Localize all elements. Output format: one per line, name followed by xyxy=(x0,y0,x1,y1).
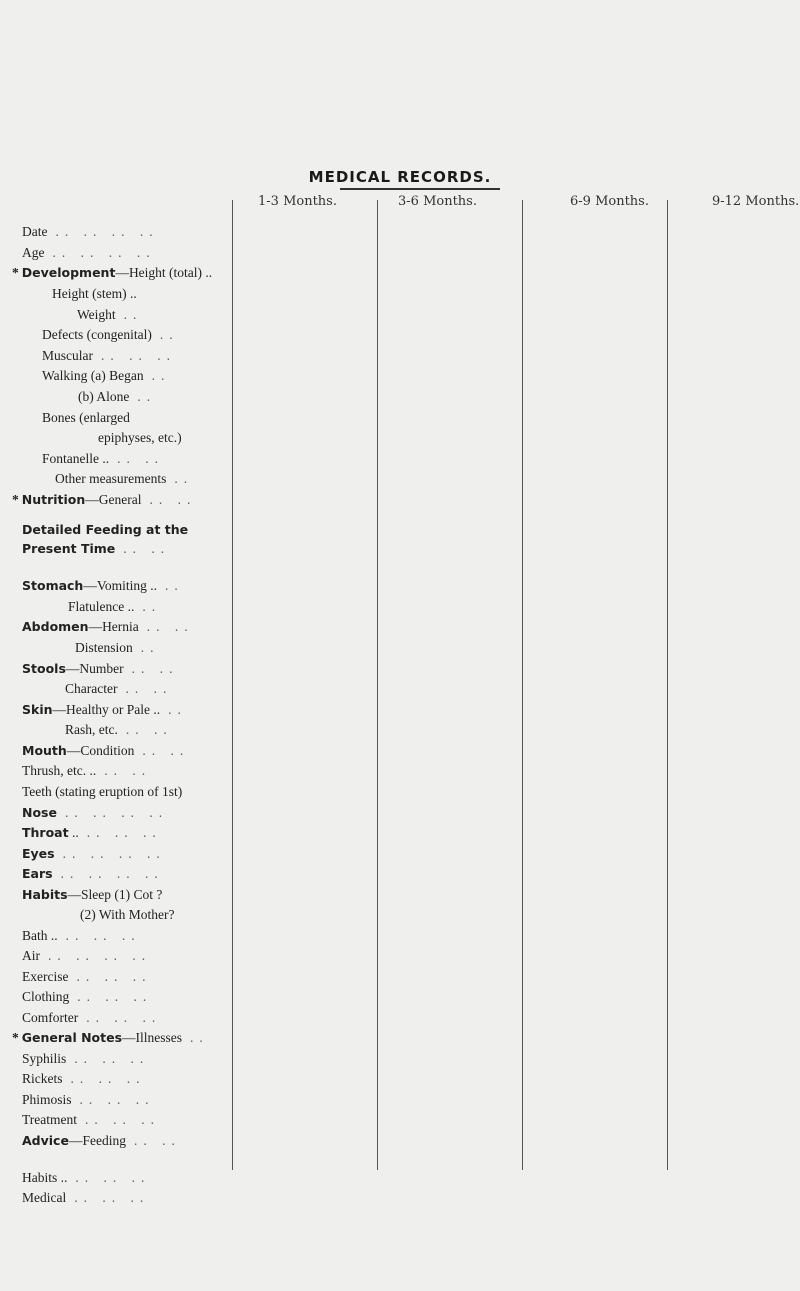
row-label: —Hernia xyxy=(88,619,139,634)
leader-dots: .. xyxy=(142,599,162,614)
leader-dots: .. .. .. .. xyxy=(62,846,166,861)
record-row xyxy=(22,702,187,718)
section-heading: Ears xyxy=(22,866,53,881)
leader-dots: .. .. .. .. xyxy=(48,948,152,963)
asterisk-mark: * xyxy=(12,492,19,507)
row-label: Exercise xyxy=(22,969,69,984)
row-label: .. xyxy=(68,825,79,840)
section-heading: Development xyxy=(21,265,116,280)
leader-dots: .. .. xyxy=(123,541,171,556)
record-row xyxy=(22,866,164,882)
leader-dots: .. .. xyxy=(125,722,173,737)
leader-dots: .. .. .. xyxy=(86,825,162,840)
leader-dots: .. .. .. xyxy=(79,1092,155,1107)
leader-dots: .. xyxy=(190,1030,209,1045)
record-row xyxy=(12,492,196,508)
row-label: Weight xyxy=(77,307,116,322)
column-header-1-3: 1-3 Months. xyxy=(258,194,337,209)
row-label: Clothing xyxy=(22,989,70,1004)
row-label: —Condition xyxy=(66,743,135,758)
leader-dots: .. .. .. .. xyxy=(55,224,159,239)
row-label: Walking (a) Began xyxy=(42,368,144,383)
row-label: epiphyses, etc.) xyxy=(98,430,182,445)
asterisk-mark: * xyxy=(12,1030,19,1045)
leader-dots: .. xyxy=(168,702,187,717)
record-row xyxy=(22,948,151,964)
record-row xyxy=(75,640,160,656)
record-row xyxy=(22,1112,160,1128)
row-label: Habits .. xyxy=(22,1170,68,1185)
row-label: —Feeding xyxy=(68,1133,126,1148)
row-label: Medical xyxy=(22,1190,67,1205)
row-label: —Illnesses xyxy=(122,1030,183,1045)
record-row xyxy=(42,348,176,364)
leader-dots: .. .. xyxy=(125,681,173,696)
row-label: Date xyxy=(22,224,48,239)
column-divider xyxy=(232,200,233,1170)
row-label: Phimosis xyxy=(22,1092,72,1107)
record-row xyxy=(80,907,174,923)
leader-dots: .. xyxy=(164,578,184,593)
record-row xyxy=(22,619,194,635)
section-heading: Present Time xyxy=(22,541,116,556)
record-row xyxy=(42,410,130,426)
title-underline xyxy=(340,188,500,190)
record-row xyxy=(22,743,189,759)
record-row xyxy=(22,969,151,985)
row-label: —General xyxy=(85,492,142,507)
record-row xyxy=(22,846,166,862)
record-row xyxy=(22,1092,155,1108)
leader-dots: .. xyxy=(123,307,143,322)
record-row xyxy=(22,541,170,557)
page-title: MEDICAL RECORDS. xyxy=(308,168,492,186)
row-label: Thrush, etc. .. xyxy=(22,763,97,778)
section-heading: General Notes xyxy=(21,1030,123,1045)
section-heading: Stomach xyxy=(22,578,84,593)
row-label: Bones (enlarged xyxy=(42,410,130,425)
column-divider xyxy=(377,200,378,1170)
row-label: —Number xyxy=(65,661,124,676)
leader-dots: .. .. .. xyxy=(74,1051,150,1066)
leader-dots: .. .. .. xyxy=(101,348,176,363)
row-label: (2) With Mother? xyxy=(80,907,175,922)
leader-dots: .. .. .. xyxy=(86,1010,162,1025)
leader-dots: .. xyxy=(159,327,179,342)
row-label: Bath .. xyxy=(22,928,58,943)
record-row xyxy=(22,1051,149,1067)
row-label: Fontanelle .. xyxy=(42,451,110,466)
leader-dots: .. xyxy=(140,640,160,655)
row-label: —Healthy or Pale .. xyxy=(52,702,161,717)
leader-dots: .. .. .. xyxy=(65,928,141,943)
record-row xyxy=(22,887,162,903)
record-row xyxy=(22,825,162,841)
leader-dots: .. .. xyxy=(131,661,179,676)
record-row xyxy=(22,784,182,800)
record-row xyxy=(22,1010,161,1026)
row-label: Treatment xyxy=(22,1112,77,1127)
section-heading: Nutrition xyxy=(21,492,86,507)
row-label: Height (stem) .. xyxy=(52,286,137,301)
section-heading: Stools xyxy=(22,661,66,676)
row-label: Air xyxy=(22,948,40,963)
row-label: Syphilis xyxy=(22,1051,67,1066)
section-heading: Skin xyxy=(22,702,53,717)
leader-dots: .. .. .. .. xyxy=(52,245,156,260)
leader-dots: .. .. xyxy=(133,1133,181,1148)
record-row xyxy=(12,1030,209,1046)
column-divider xyxy=(522,200,523,1170)
record-row xyxy=(42,368,170,384)
leader-dots: .. .. .. xyxy=(70,1071,146,1086)
leader-dots: .. .. .. .. xyxy=(60,866,164,881)
row-label: Flatulence .. xyxy=(68,599,135,614)
section-heading: Nose xyxy=(22,805,57,820)
asterisk-mark: * xyxy=(12,265,19,280)
record-row xyxy=(42,327,179,343)
row-label: Other measurements xyxy=(55,471,167,486)
record-row xyxy=(22,1071,146,1087)
record-row xyxy=(52,286,137,302)
record-row xyxy=(22,245,156,261)
leader-dots: .. .. .. xyxy=(77,989,153,1004)
record-row xyxy=(22,763,151,779)
record-row xyxy=(22,989,152,1005)
leader-dots: .. .. .. xyxy=(74,1190,150,1205)
section-heading: Throat xyxy=(22,825,69,840)
row-label: Rash, etc. xyxy=(65,722,118,737)
record-row xyxy=(22,661,179,677)
leader-dots: .. xyxy=(174,471,194,486)
leader-dots: .. .. .. xyxy=(76,969,152,984)
row-label: Defects (congenital) xyxy=(42,327,152,342)
leader-dots: .. .. .. xyxy=(85,1112,160,1127)
row-label: —Sleep (1) Cot ? xyxy=(67,887,163,902)
record-row xyxy=(77,307,142,323)
record-row xyxy=(22,1133,181,1149)
column-divider xyxy=(667,200,668,1170)
row-label: Age xyxy=(22,245,45,260)
record-row xyxy=(22,1170,150,1186)
record-row xyxy=(65,722,173,738)
record-row xyxy=(22,224,159,240)
row-label: Distension xyxy=(75,640,133,655)
record-row xyxy=(42,451,164,467)
leader-dots: .. .. xyxy=(117,451,164,466)
row-label: Muscular xyxy=(42,348,93,363)
leader-dots: .. .. xyxy=(142,743,190,758)
record-row xyxy=(22,522,188,538)
leader-dots: .. .. .. .. xyxy=(64,805,169,820)
record-row xyxy=(22,1190,149,1206)
section-heading: Eyes xyxy=(22,846,55,861)
record-row xyxy=(22,805,168,821)
record-row xyxy=(55,471,193,487)
column-header-3-6: 3-6 Months. xyxy=(398,194,477,209)
section-heading: Mouth xyxy=(22,743,67,758)
record-row xyxy=(12,265,212,281)
record-row xyxy=(68,599,161,615)
row-label: (b) Alone xyxy=(78,389,130,404)
row-label: Character xyxy=(65,681,118,696)
leader-dots: .. xyxy=(151,368,171,383)
record-row xyxy=(22,928,141,944)
row-label: Rickets xyxy=(22,1071,63,1086)
column-header-9-12: 9-12 Months. xyxy=(712,194,800,209)
section-heading: Habits xyxy=(22,887,68,902)
leader-dots: .. .. xyxy=(146,619,194,634)
row-label: Teeth (stating eruption of 1st) xyxy=(22,784,183,799)
column-header-6-9: 6-9 Months. xyxy=(570,194,649,209)
row-label: —Vomiting .. xyxy=(83,578,157,593)
record-row xyxy=(98,430,182,446)
record-row xyxy=(78,389,156,405)
record-row xyxy=(22,578,184,594)
record-row xyxy=(65,681,172,697)
leader-dots: .. xyxy=(137,389,157,404)
leader-dots: .. .. xyxy=(104,763,152,778)
row-label: Comforter xyxy=(22,1010,79,1025)
section-heading: Detailed Feeding at the xyxy=(22,522,189,537)
leader-dots: .. .. xyxy=(149,492,197,507)
section-heading: Abdomen xyxy=(22,619,89,634)
row-label: —Height (total) .. xyxy=(115,265,213,280)
section-heading: Advice xyxy=(22,1133,69,1148)
leader-dots: .. .. .. xyxy=(75,1170,151,1185)
